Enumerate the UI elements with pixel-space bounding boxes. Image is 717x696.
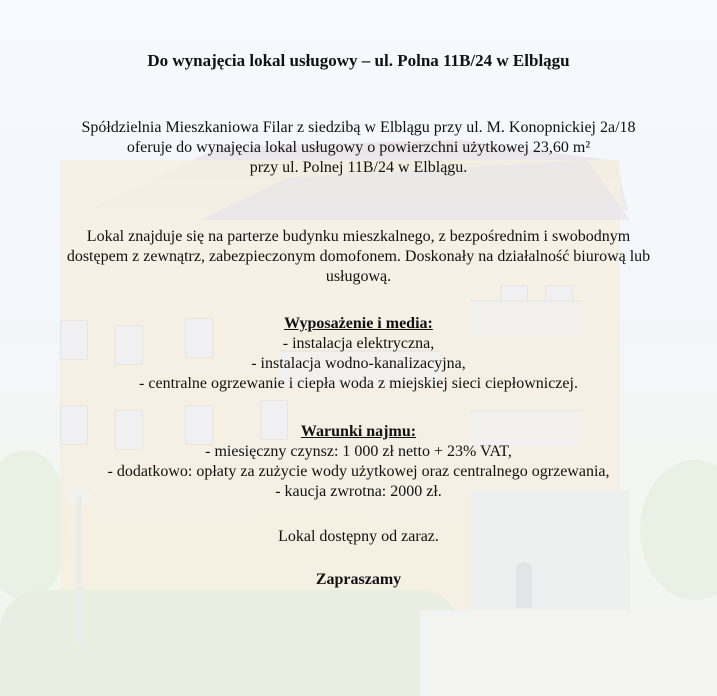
terms-section	[0, 422, 717, 502]
intro-line: przy ul. Polnej 11B/24 w Elblągu.	[249, 159, 468, 176]
equipment-item: - instalacja elektryczna,	[282, 335, 435, 352]
closing-text: Zapraszamy	[315, 571, 402, 588]
location-line: dostępem z zewnątrz, zabezpieczonym domofonem. Doskonały na działalność biurową lub	[66, 248, 651, 265]
terms-item: - miesięczny czynsz: 1 000 zł netto + 23% VAT,	[205, 443, 512, 460]
equipment-item: - instalacja wodno-kanalizacyjna,	[251, 355, 466, 372]
ground	[420, 610, 717, 696]
intro-line: Spółdzielnia Mieszkaniowa Filar z siedzibą w Elblągu przy ul. M. Konopnickiej 2a/18	[81, 119, 636, 136]
equipment-heading: Wyposażenie i media:	[284, 315, 433, 332]
page-title: Do wynajęcia lokal usługowy – ul. Polna 11B/24 w Elblągu	[147, 51, 570, 70]
hedge	[0, 590, 460, 696]
terms-item: - kaucja zwrotna: 2000 zł.	[275, 483, 442, 500]
equipment-item: - centralne ogrzewanie i ciepła woda z miejskiej sieci ciepłowniczej.	[139, 375, 578, 392]
passage	[470, 490, 630, 610]
equipment-section	[0, 314, 717, 394]
location-line: usługową.	[325, 268, 392, 285]
terms-item: - dodatkowo: opłaty za zużycie wody użytkowej oraz centralnego ogrzewania,	[107, 463, 610, 480]
location-paragraph	[0, 227, 717, 287]
location-line: Lokal znajduje się na parterze budynku mieszkalnego, z bezpośrednim i swobodnym	[86, 228, 631, 245]
terms-heading: Warunki najmu:	[300, 423, 417, 440]
intro-line: oferuje do wynajęcia lokal usługowy o powierzchni użytkowej 23,60 m²	[126, 139, 591, 156]
intro-paragraph	[0, 118, 717, 178]
availability-text: Lokal dostępny od zaraz.	[278, 528, 439, 545]
